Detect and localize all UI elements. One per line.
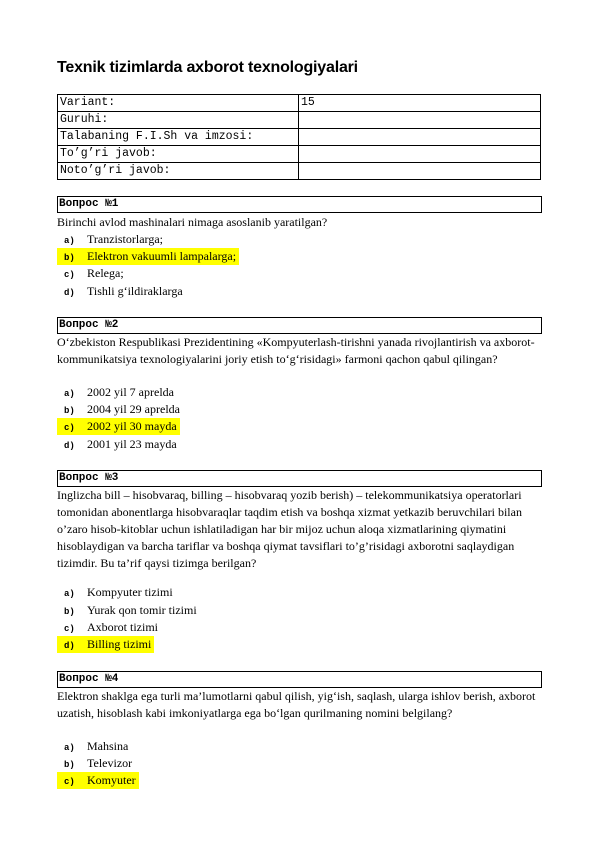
info-label: Talabaning F.I.Sh va imzosi: [58,129,299,146]
option-letter: b) [64,253,75,263]
info-value [299,129,541,146]
answer-option[interactable] [57,265,124,282]
answer-option[interactable] [57,619,158,636]
answer-option-correct[interactable] [57,772,139,789]
question-header: Вопрос №1 [57,196,542,213]
info-label: Guruhi: [58,112,299,129]
info-label: Variant: [58,95,299,112]
info-row-incorrect [58,163,541,180]
answer-option[interactable] [57,231,163,248]
option-letter: c) [64,423,75,433]
option-text: Kompyuter tizimi [87,585,173,599]
answer-option[interactable] [57,738,128,755]
question-text: Elektron shaklga ega turli ma’lumotlarni qabul qilish, yig‘ish, saqlash, ularga ishlov berish, axborot uzatish, hisoblash kabi imkoniyatlarga ega bo‘lgan qurilmaning nomini belgilang? [57,689,536,720]
document-title: Texnik tizimlarda axborot texnologiyalari [57,59,358,76]
option-text: Tishli g‘ildiraklarga [87,284,183,298]
info-row-correct [58,146,541,163]
option-letter: c) [64,624,75,634]
student-info-table [57,94,541,180]
answer-option[interactable] [57,384,174,401]
info-row-group [58,112,541,129]
answer-option[interactable] [57,602,197,619]
option-text: 2001 yil 23 mayda [87,437,177,451]
option-letter: a) [64,743,75,753]
option-text: Axborot tizimi [87,620,158,634]
info-value [299,112,541,129]
info-label: Noto’g’ri javob: [58,163,299,180]
answer-option-correct[interactable] [57,636,154,653]
info-row-student-name [58,129,541,146]
answer-option[interactable] [57,436,177,453]
option-letter: c) [64,777,75,787]
answer-option[interactable] [57,283,183,300]
option-text: Televizor [87,756,133,770]
option-letter: d) [64,441,75,451]
answer-option[interactable] [57,755,132,772]
option-text: Komyuter [87,773,136,787]
option-text: 2004 yil 29 aprelda [87,402,180,416]
question-text: Inglizcha bill – hisobvaraq, billing – hisobvaraq yozib berish) – telekommunikatsiya operatorlari tomonidan abonentlarga hisobvaraqlar taqdim etish va boshqa xizmat yetkazib beruvchilari bilan o’zaro hisob-kitoblar uchun ishlatiladigan har bir mijoz uchun aloqa xizmatlarining qiymatini hisoblaydigan va barcha tariflar va boshqa qiymat tavsiflari to’g’risidagi axborotni saqlaydigan tizimdir. Bu ta’rif qaysi tizimga berilgan? [57,488,522,570]
answer-option[interactable] [57,401,180,418]
option-letter: b) [64,406,75,416]
answer-option[interactable] [57,584,173,601]
question-header: Вопрос №3 [57,470,542,487]
info-value [299,146,541,163]
option-text: Relega; [87,266,124,280]
option-letter: c) [64,270,75,280]
option-text: 2002 yil 30 mayda [87,419,177,433]
option-text: Tranzistorlarga; [87,232,163,246]
question-header: Вопрос №4 [57,671,542,688]
option-text: Mahsina [87,739,129,753]
option-text: Elektron vakuumli lampalarga; [87,249,237,263]
answer-option-correct[interactable] [57,418,180,435]
option-letter: a) [64,236,75,246]
option-text: Billing tizimi [87,637,152,651]
option-letter: a) [64,589,75,599]
option-text: 2002 yil 7 aprelda [87,385,174,399]
option-letter: d) [64,288,75,298]
info-value: 15 [299,95,541,112]
option-letter: a) [64,389,75,399]
question-header: Вопрос №2 [57,317,542,334]
info-value [299,163,541,180]
answer-option-correct[interactable] [57,248,239,265]
question-text: Birinchi avlod mashinalari nimaga asoslanib yaratilgan? [57,215,328,229]
info-row-variant [58,95,541,112]
option-letter: b) [64,760,75,770]
option-text: Yurak qon tomir tizimi [87,603,197,617]
option-letter: b) [64,607,75,617]
info-label: To’g’ri javob: [58,146,299,163]
question-text: O‘zbekiston Respublikasi Prezidentining «Kompyuterlash-tirishni yanada rivojlantirish va axborot-kommunikatsiya texnologiyalarini joriy etish to‘g‘risidagi» farmoni qachon qabul qilingan? [57,335,535,366]
option-letter: d) [64,641,75,651]
